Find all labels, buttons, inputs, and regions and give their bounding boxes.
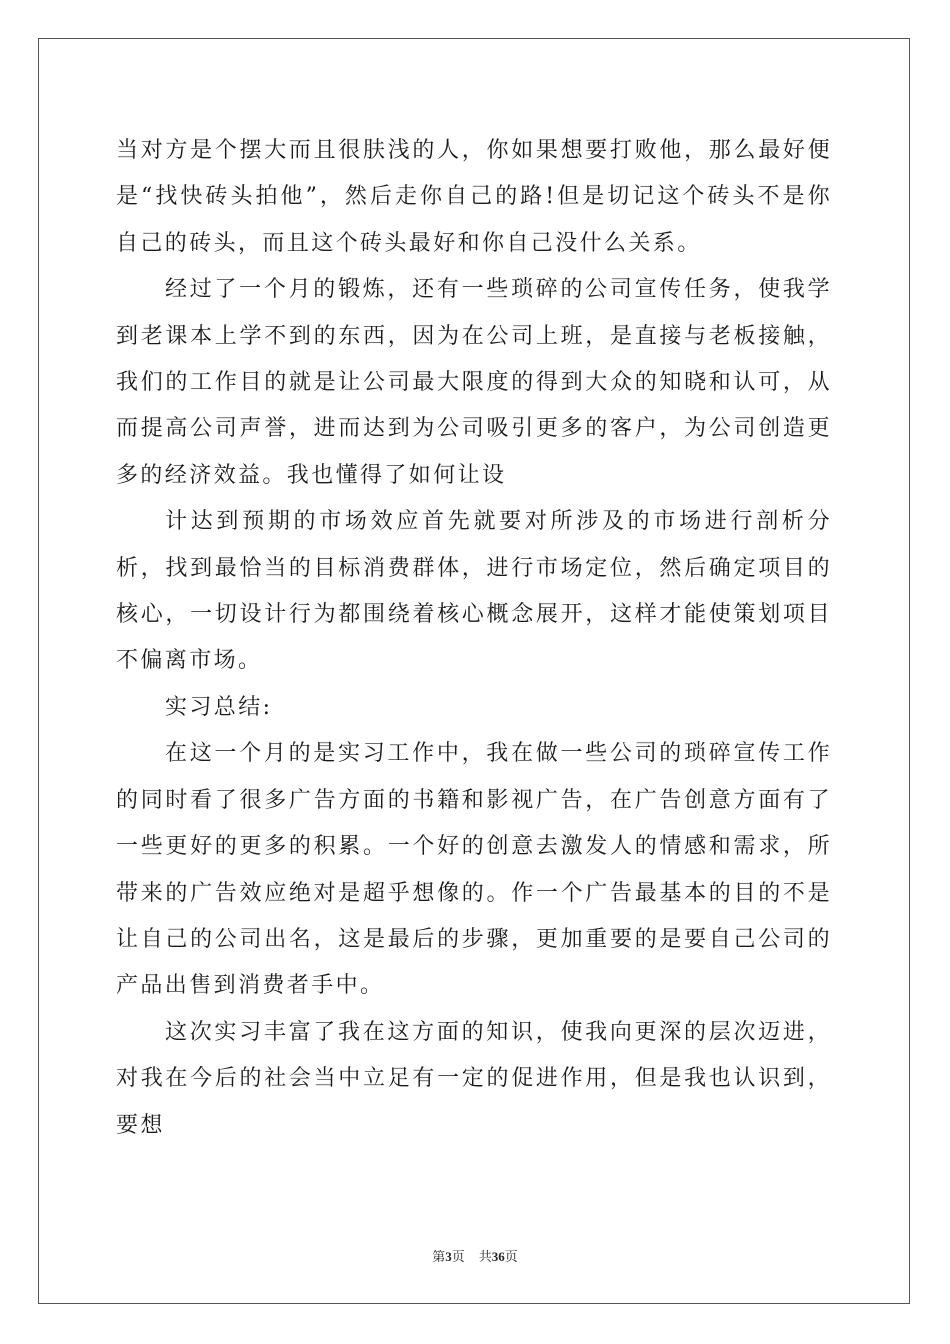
footer-prefix: 第 (432, 1249, 446, 1264)
footer-total-pages: 36 (491, 1249, 505, 1264)
paragraph-training: 经过了一个月的锻炼，还有一些琐碎的公司宣传任务，使我学到老课本上学不到的东西，因为在公司上班，是直接与老板接触，我们的工作目的就是让公司最大限度的得到大众的知晓和认可，从而提高公司声誉，进而达到为公司吸引更多的客户，为公司创造更多的经济效益。我也懂得了如何让设 (116, 277, 832, 488)
paragraph-summary: 在这一个月的是实习工作中，我在做一些公司的琐碎宣传工作的同时看了很多广告方面的书籍和影视广告，在广告创意方面有了一些更好的更多的积累。一个好的创意去激发人的情感和需求，所带来的广告效应绝对是超乎想像的。作一个广告最基本的目的不是让自己的公司出名，这是最后的步骤，更加重要的是要自己公司的产品出售到消费者手中。 (116, 741, 832, 999)
paragraph-conclusion: 这次实习丰富了我在这方面的知识，使我向更深的层次迈进，对我在今后的社会当中立足有一定的促进作用，但是我也认识到，要想 (116, 1019, 832, 1138)
document-body (116, 128, 832, 1149)
footer-page-number: 3 (445, 1249, 452, 1264)
section-heading-summary: 实习总结: (165, 694, 273, 720)
paragraph-market-analysis: 计达到预期的市场效应首先就要对所涉及的市场进行剖析分析，找到最恰当的目标消费群体，进行市场定位，然后确定项目的核心，一切设计行为都围绕着核心概念展开，这样才能使策划项目不偏离市场。 (116, 509, 832, 674)
paragraph-continuation: 当对方是个摆大而且很肤浅的人，你如果想要打败他，那么最好便是“找快砖头拍他”，然后走你自己的路!但是切记这个砖头不是你自己的砖头，而且这个砖头最好和你自己没什么关系。 (116, 138, 832, 256)
page-footer (0, 1246, 950, 1265)
footer-page-suffix: 页 (451, 1249, 465, 1264)
footer-total-prefix: 共 (478, 1249, 492, 1264)
footer-total-suffix: 页 (504, 1249, 518, 1264)
